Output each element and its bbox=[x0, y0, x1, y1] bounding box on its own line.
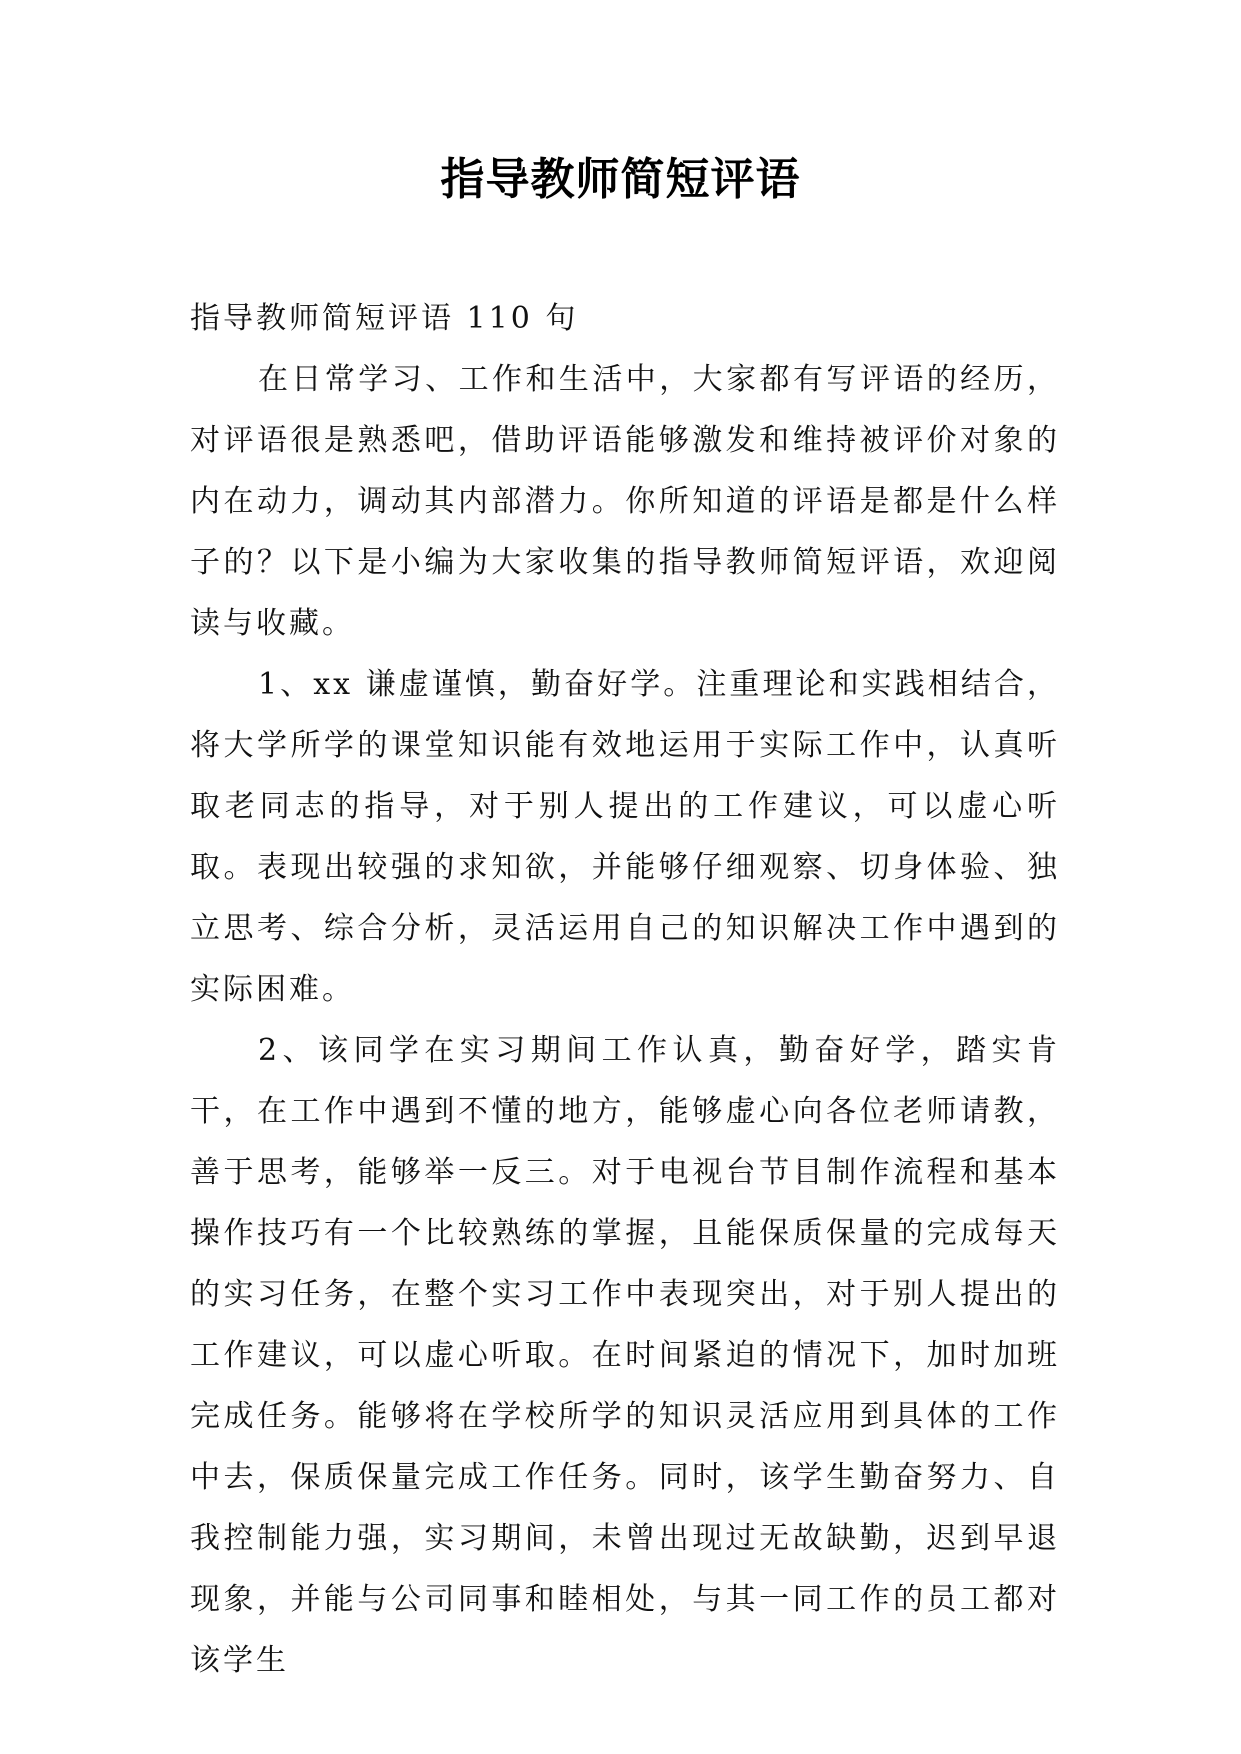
document-body bbox=[190, 288, 1060, 1691]
intro-paragraph: 在日常学习、工作和生活中，大家都有写评语的经历，对评语很是熟悉吧，借助评语能够激发和维持被评价对象的内在动力，调动其内部潜力。你所知道的评语是都是什么样子的？以下是小编为大家收集的指导教师简短评语，欢迎阅读与收藏。 bbox=[190, 362, 1060, 641]
document-subtitle: 指导教师简短评语 110 句 bbox=[190, 301, 579, 336]
comment-paragraph-1: 1、xx 谦虚谨慎，勤奋好学。注重理论和实践相结合，将大学所学的课堂知识能有效地运用于实际工作中，认真听取老同志的指导，对于别人提出的工作建议，可以虚心听取。表现出较强的求知欲，并能够仔细观察、切身体验、独立思考、综合分析，灵活运用自己的知识解决工作中遇到的实际困难。 bbox=[190, 667, 1060, 1007]
document-title: 指导教师简短评语 bbox=[440, 154, 801, 205]
comment-paragraph-2: 2、该同学在实习期间工作认真，勤奋好学，踏实肯干，在工作中遇到不懂的地方，能够虚心向各位老师请教，善于思考，能够举一反三。对于电视台节目制作流程和基本操作技巧有一个比较熟练的掌握，且能保质保量的完成每天的实习任务，在整个实习工作中表现突出，对于别人提出的工作建议，可以虚心听取。在时间紧迫的情况下，加时加班完成任务。能够将在学校所学的知识灵活应用到具体的工作中去，保质保量完成工作任务。同时，该学生勤奋努力、自我控制能力强，实习期间，未曾出现过无故缺勤，迟到早退现象，并能与公司同事和睦相处，与其一同工作的员工都对该学生 bbox=[190, 1033, 1060, 1678]
